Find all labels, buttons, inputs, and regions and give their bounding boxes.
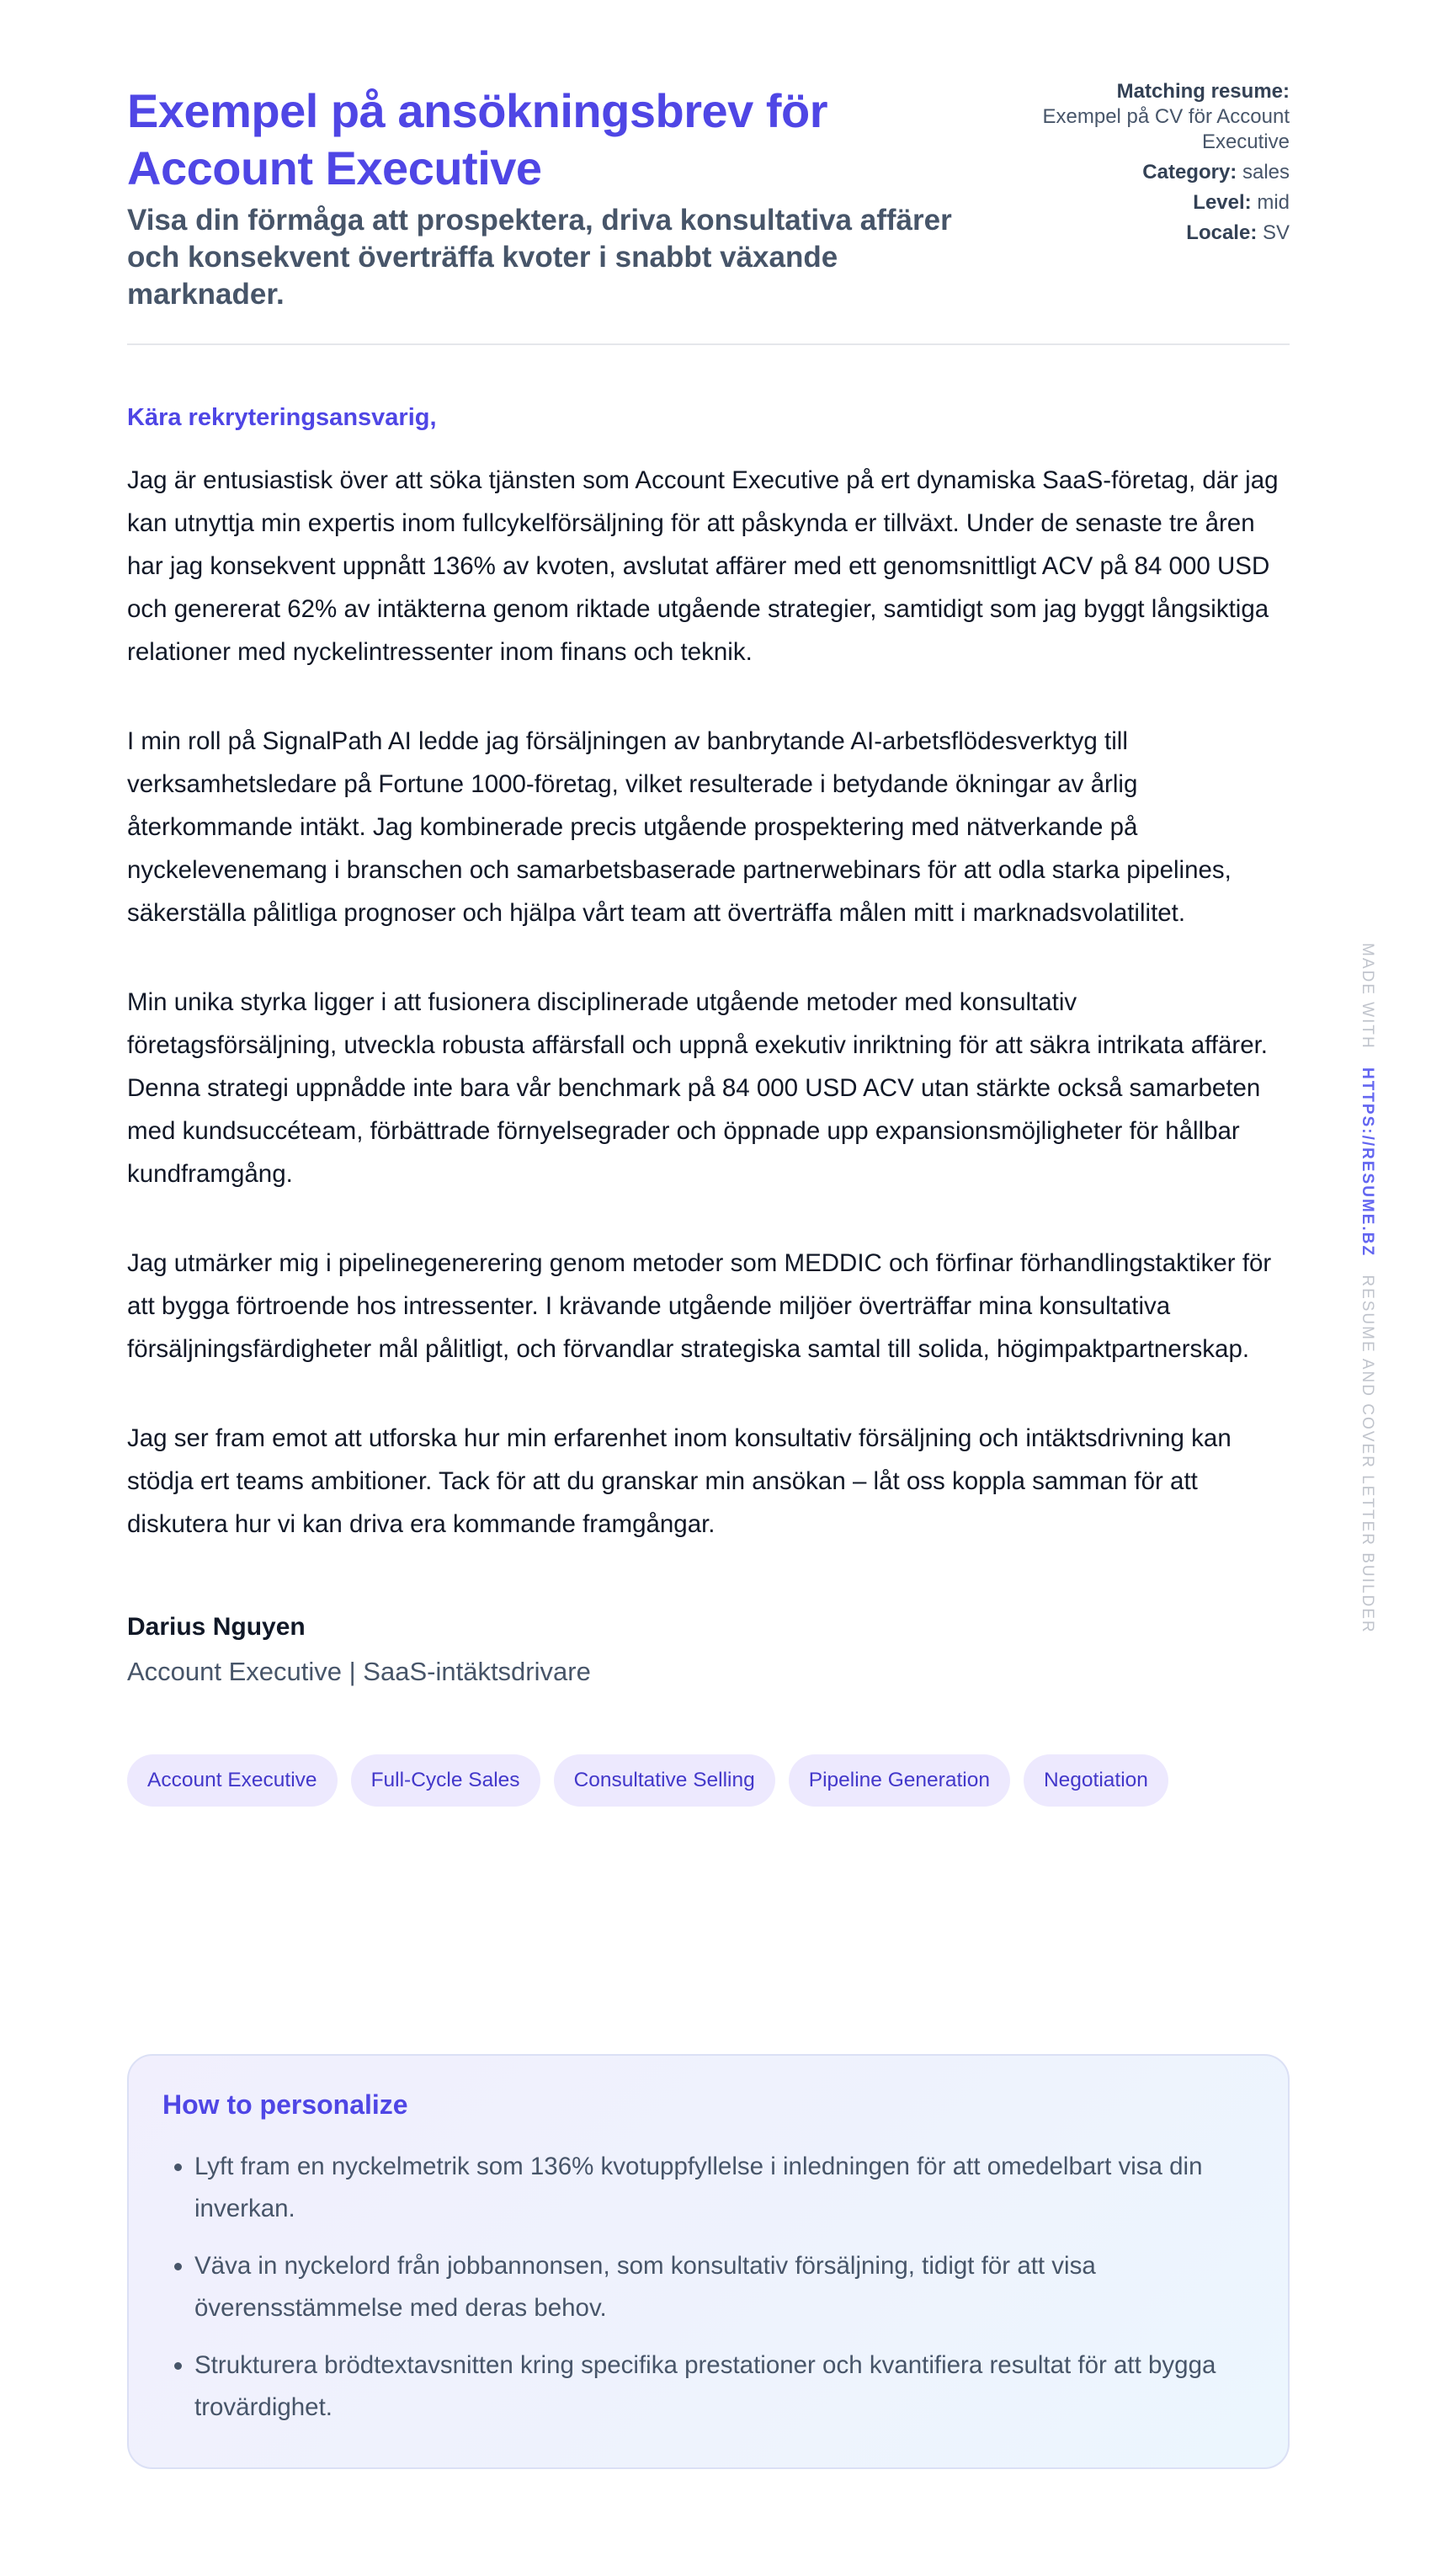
signature-name: Darius Nguyen — [127, 1613, 306, 1641]
meta-level — [970, 190, 1290, 216]
tip-item: • Strukturera brödtextavsnitten kring specifika prestationer och kvantifiera resultat för att bygga trovärdighet. — [194, 2344, 1254, 2429]
page-title: Exempel på ansökningsbrev för Account Executive — [127, 84, 827, 194]
cover-letter-page — [127, 0, 1290, 2421]
tip-item: • Lyft fram en nyckelmetrik som 136% kvotuppfyllelse i inledningen för att omedelbart visa din inverkan. — [194, 2146, 1254, 2230]
meta-label: Level: — [1193, 191, 1252, 214]
meta-value: sales — [1242, 161, 1290, 184]
signature-title: Account Executive | SaaS-intäktsdrivare — [127, 1657, 591, 1686]
meta-category — [970, 160, 1290, 185]
resume-bz-link[interactable]: HTTPS://RESUME.BZ — [1359, 1067, 1376, 1258]
meta-info — [970, 79, 1290, 251]
meta-locale — [970, 221, 1290, 246]
tag-list — [127, 1754, 1290, 1807]
meta-value: SV — [1262, 221, 1290, 244]
letter-paragraph: Min unika styrka ligger i att fusionera disciplinerade utgående metoder med konsultativ företagsförsäljning, utveckla robusta affärsfall och uppnå exekutiv inriktning för att säkra intrikata affärer. Denna strategi uppnådde inte bara vår benchmark på 84 000 USD ACV utan stärkte också samarbeten med kundsuccéteam, förbättrade förnyelsegrader och öppnade upp expansionsmöjligheter för hållbar kundframgång. — [127, 988, 1268, 1188]
letter-paragraph: I min roll på SignalPath AI ledde jag försäljningen av banbrytande AI-arbetsflödesverktyg till verksamhetsledare på Fortune 1000-företag, vilket resulterade i betydande ökningar av årlig återkommande intäkt. Jag kombinerade precis utgående prospektering med nätverkande på nyckelevenemang i branschen och samarbetsbaserade partnerwebinars för att odla starka pipelines, säkerställa pålitliga prognoser och hjälpa vårt team att överträffa målen mitt i marknadsvolatilitet. — [127, 727, 1232, 927]
personalize-tips — [162, 2146, 1254, 2429]
side-banner-suffix: RESUME AND COVER LETTER BUILDER — [1359, 1275, 1376, 1634]
page-subtitle: Visa din förmåga att prospektera, driva konsultativa affärer och konsekvent överträffa kvoter i snabbt växande marknader. — [127, 204, 952, 311]
tag-chip[interactable]: Negotiation — [1024, 1754, 1168, 1807]
letter-paragraph: Jag utmärker mig i pipelinegenerering genom metoder som MEDDIC och förfinar förhandlingstaktiker för att bygga förtroende hos intressenter. I krävande utgående miljöer överträffar mina konsultativa försäljningsfärdigheter mål pålitligt, och förvandlar strategiska samtal till solida, högimpaktpartnerskap. — [127, 1249, 1272, 1363]
side-banner-prefix: MADE WITH — [1359, 943, 1376, 1050]
personalize-heading: How to personalize — [162, 2089, 408, 2120]
page-header — [127, 0, 1290, 345]
letter-greeting: Kära rekryteringsansvarig, — [127, 404, 437, 431]
meta-label: Locale: — [1186, 221, 1258, 244]
letter-paragraph: Jag är entusiastisk över att söka tjänsten som Account Executive på ert dynamiska SaaS-företag, där jag kan utnyttja min expertis inom fullcykelförsäljning för att påskynda er tillväxt. Under de senaste tre åren har jag konsekvent uppnått 136% av kvoten, avslutat affärer med ett genomsnittligt ACV på 84 000 USD och genererat 62% av intäkterna genom riktade utgående strategier, samtidigt som jag byggt långsiktiga relationer med nyckelintressenter inom finans och teknik. — [127, 466, 1279, 666]
letter-paragraph: Jag ser fram emot att utforska hur min erfarenhet inom konsultativ försäljning och intäktsdrivning kan stödja ert teams ambitioner. Tack för att du granskar min ansökan – låt oss koppla samman för att diskutera hur vi kan driva era kommande framgångar. — [127, 1424, 1232, 1538]
personalize-box — [127, 2054, 1290, 2469]
meta-label: Matching resume: — [1116, 80, 1290, 103]
meta-matching-resume — [970, 79, 1290, 155]
tag-chip[interactable]: Pipeline Generation — [789, 1754, 1010, 1807]
side-banner — [1358, 943, 1376, 1634]
tag-chip[interactable]: Account Executive — [127, 1754, 338, 1807]
matching-resume-link[interactable]: Exempel på CV för Account Executive — [1042, 105, 1290, 153]
tag-chip[interactable]: Full-Cycle Sales — [351, 1754, 540, 1807]
meta-value: mid — [1257, 191, 1290, 214]
tag-chip[interactable]: Consultative Selling — [554, 1754, 775, 1807]
tip-item: • Väva in nyckelord från jobbannonsen, som konsultativ försäljning, tidigt för att visa överensstämmelse med deras behov. — [194, 2245, 1254, 2329]
meta-label: Category: — [1142, 161, 1237, 184]
